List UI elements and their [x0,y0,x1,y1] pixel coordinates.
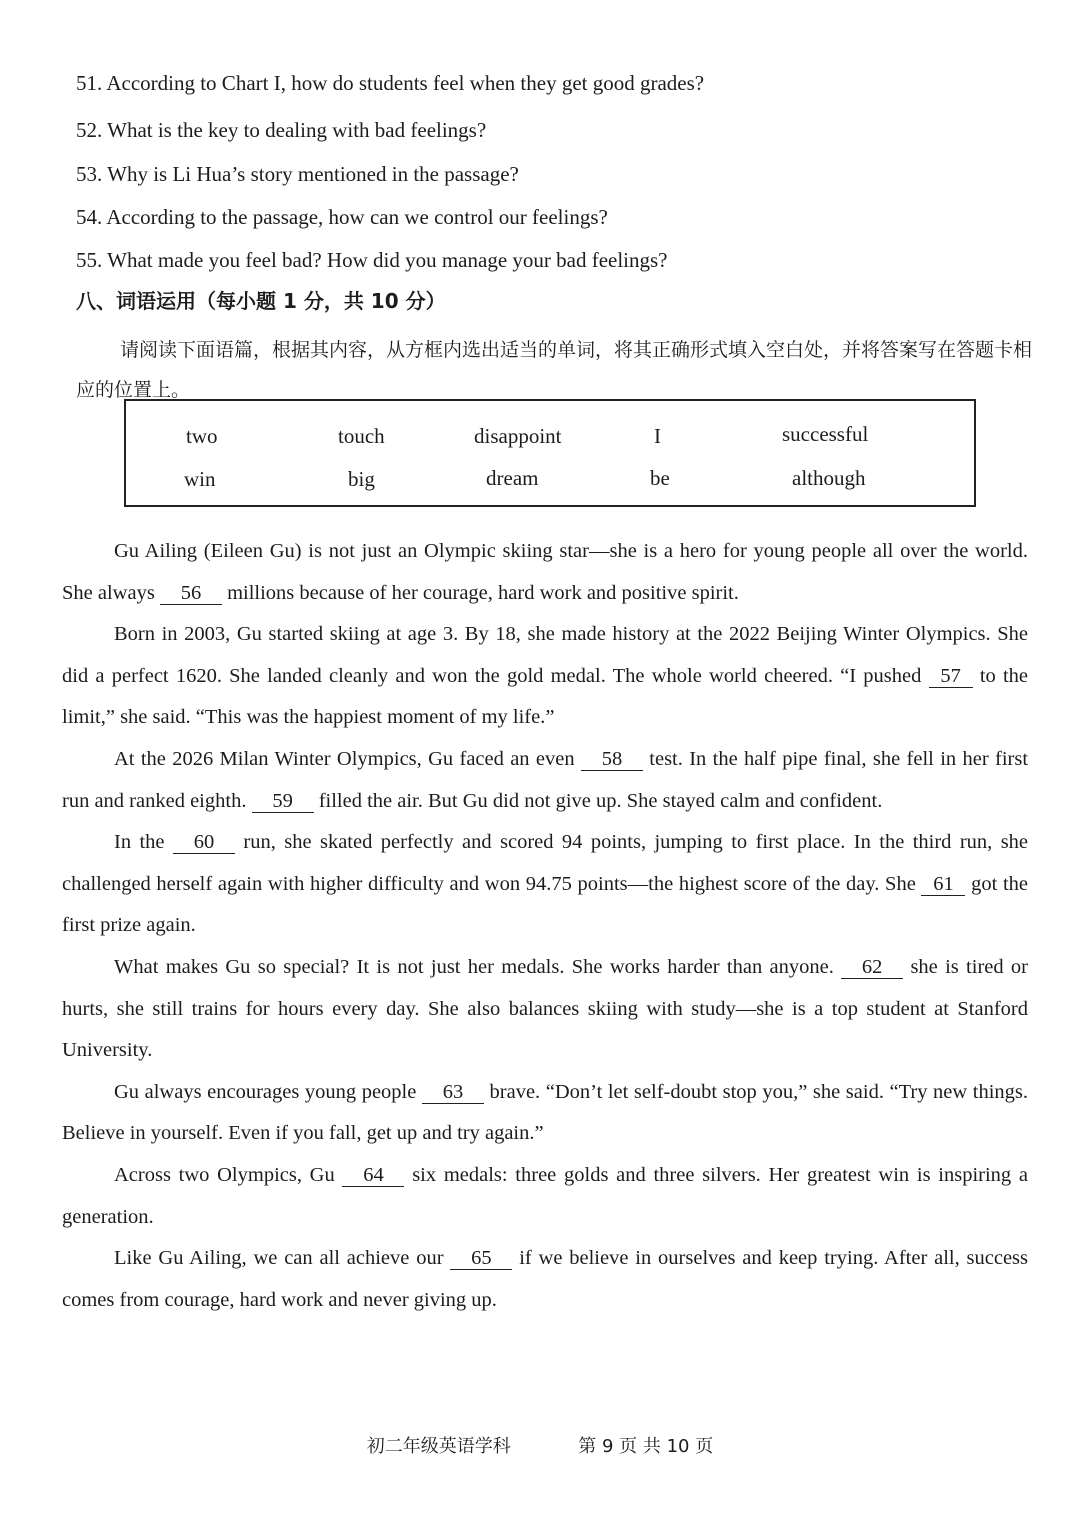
question-51: 51. According to Chart I, how do students feel when they get good grades? [76,71,705,95]
passage-text: Gu always encourages young people [114,1080,417,1103]
passage-paragraph-7 [62,1155,1028,1238]
cloze-passage [62,531,1028,1321]
word-bank-item: touch [338,424,385,448]
passage-text: In the [114,831,165,854]
passage-text: to the limit,” she said. “This was the happiest moment of my life.” [62,664,1029,729]
passage-paragraph-1 [62,531,1028,614]
passage-text: if we believe in ourselves and keep trying. After all, success comes from courage, hard work and never giving up. [62,1247,1029,1311]
footer-page-number: 第 9 页 共 10 页 [578,1436,714,1457]
blank-61: 61 [921,873,965,896]
passage-text: Gu Ailing (Eileen Gu) is not just an Olympic skiing star—she is a hero for young people all over the world. She always [62,540,1028,604]
passage-text: she is tired or hurts, she still trains for hours every day. She also balances skiing with study—she is a top student at Stanford University. [62,955,1029,1062]
passage-paragraph-2 [62,614,1028,739]
passage-paragraph-4 [62,822,1028,947]
word-bank-item: dream [486,466,539,490]
passage-text: six medals: three golds and three silvers. Her greatest win is inspiring a generation. [62,1163,1028,1228]
question-52: 52. What is the key to dealing with bad feelings? [76,118,487,142]
footer-subject: 初二年级英语学科 [366,1436,511,1457]
passage-paragraph-3 [62,739,1028,822]
question-54: 54. According to the passage, how can we control our feelings? [76,205,608,229]
blank-65: 65 [450,1247,512,1270]
blank-58: 58 [581,748,643,771]
passage-text: Across two Olympics, Gu [114,1163,335,1186]
question-53: 53. Why is Li Hua’s story mentioned in the passage? [76,162,519,186]
blank-63: 63 [422,1081,484,1104]
word-bank-box [124,399,976,507]
passage-text: filled the air. But Gu did not give up. She stayed calm and confident. [318,789,883,812]
passage-text: brave. “Don’t let self-doubt stop you,” she said. “Try new things. Believe in yourself. Even if you fall, get up and try again.” [62,1080,1029,1145]
blank-57: 57 [929,665,973,688]
word-bank-item: although [792,466,866,490]
passage-text: run, she skated perfectly and scored 94 points, jumping to first place. In the third run, she challenged herself again with higher difficulty and won 94.75 points—the highest score of the day. She [62,831,1029,895]
blank-62: 62 [841,956,903,979]
word-bank-item: win [184,467,216,491]
blank-59: 59 [252,790,314,813]
blank-60: 60 [173,831,235,854]
question-55: 55. What made you feel bad? How did you manage your bad feelings? [76,248,668,272]
passage-text: Like Gu Ailing, we can all achieve our [114,1247,444,1270]
word-bank-item: big [348,467,375,491]
word-bank-item: two [186,424,218,448]
section-heading: 八、词语运用（每小题 1 分，共 10 分） [76,289,446,313]
passage-paragraph-5 [62,947,1028,1072]
blank-56: 56 [160,582,222,605]
word-bank-item: disappoint [474,424,562,448]
blank-64: 64 [342,1164,404,1187]
word-bank-item: be [650,466,670,490]
passage-paragraph-6 [62,1072,1028,1155]
word-bank-item: I [654,424,661,448]
passage-paragraph-8 [62,1238,1028,1321]
section-instruction: 请阅读下面语篇，根据其内容，从方框内选出适当的单词，将其正确形式填入空白处，并将答案写在答题卡相应的位置上。 [76,339,1033,401]
word-bank-item: successful [782,422,869,446]
passage-text: millions because of her courage, hard work and positive spirit. [227,581,739,604]
passage-text: At the 2026 Milan Winter Olympics, Gu faced an even [114,747,575,770]
page-footer [0,1434,1080,1460]
passage-text: got the first prize again. [62,872,1029,937]
passage-text: What makes Gu so special? It is not just her medals. She works harder than anyone. [114,955,834,978]
passage-text: test. In the half pipe final, she fell in her first run and ranked eighth. [62,747,1029,812]
passage-text: Born in 2003, Gu started skiing at age 3. By 18, she made history at the 2022 Beijing Winter Olympics. She did a perfect 1620. She landed cleanly and won the gold medal. The whole world cheered. “I pushed [62,623,1028,687]
